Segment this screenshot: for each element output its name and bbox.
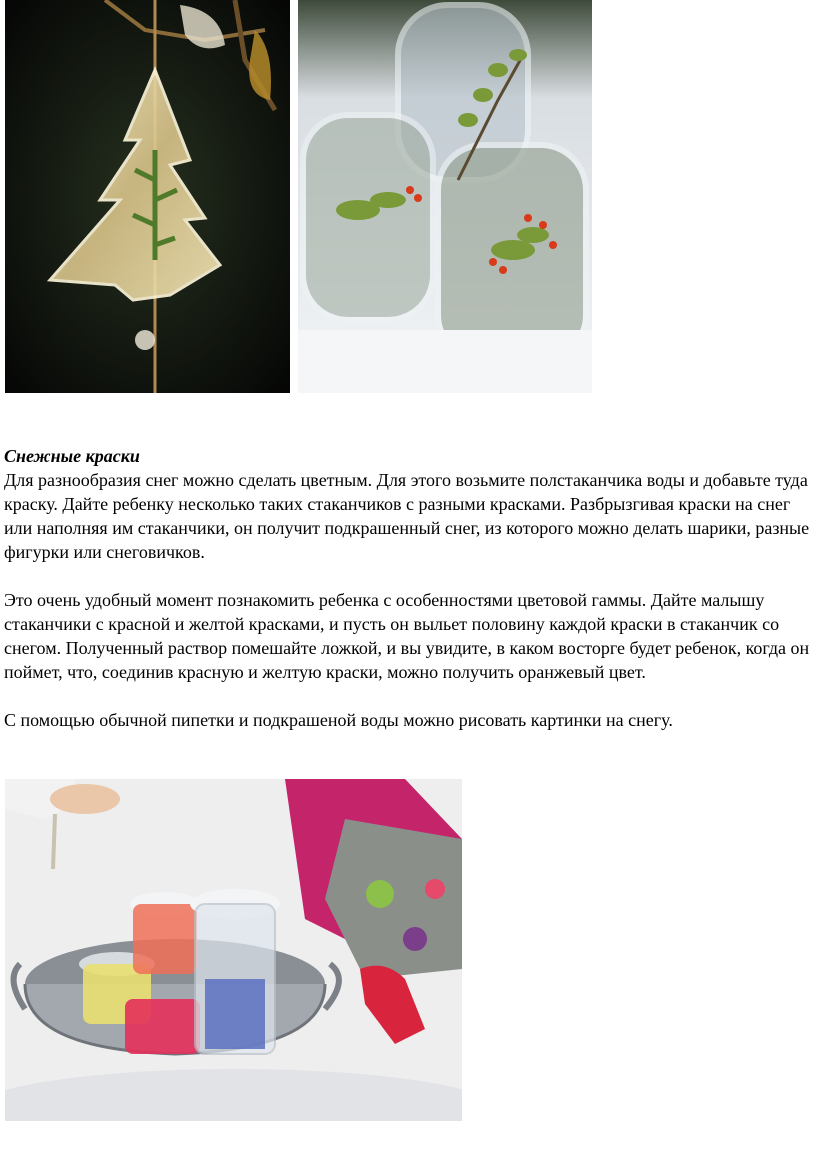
spacer — [4, 564, 814, 588]
paragraph-2: Это очень удобный момент познакомить ребенка с особенностями цветовой гаммы. Дайте малышу стаканчики с красной и желтой красками, и пусть он выльет половину каждой краски в стаканчик со снегом. Полученный раствор помешайте ложкой, и вы увидите, в каком восторге будет ребенок, когда он поймет, что, соединив красную и желтую краски, можно получить оранжевый цвет. — [4, 590, 810, 682]
ice-tree-ornament-photo — [5, 0, 290, 393]
spacer — [4, 684, 814, 708]
article-text — [4, 444, 814, 732]
paragraph-1: Для разнообразия снег можно сделать цветным. Для этого возьмите полстаканчика воды и добавьте туда краску. Дайте ребенку несколько таких стаканчиков с разными красками. Разбрызгивая краски на снег или наполняя им стаканчики, он получит подкрашенный снег, из которого можно делать шарики, разные фигурки или снеговичков. — [4, 470, 810, 562]
section-heading: Снежные краски — [4, 446, 140, 466]
ice-frames-photo — [298, 0, 592, 393]
colored-water-cups-photo — [5, 779, 462, 1121]
paragraph-3: С помощью обычной пипетки и подкрашеной воды можно рисовать картинки на снегу. — [4, 710, 673, 730]
